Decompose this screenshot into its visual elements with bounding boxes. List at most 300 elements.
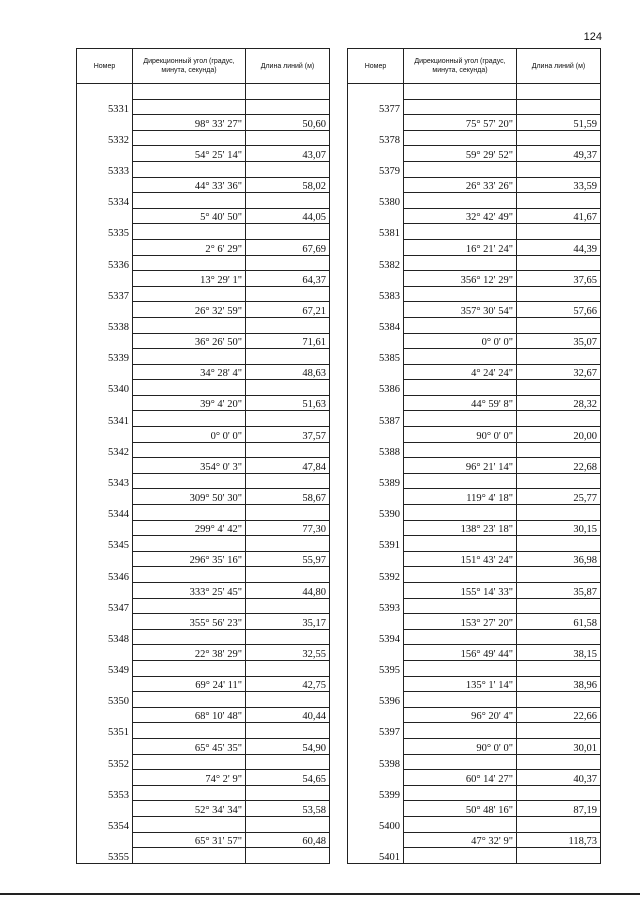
table-row [348,629,601,645]
table-row [77,707,330,723]
table-header [77,49,330,84]
table-row [77,130,330,146]
angle-cell [133,567,246,583]
point-number-cell [348,458,404,474]
angle-cell [133,816,246,832]
point-number: 5347 [77,598,133,614]
point-number-cell [77,302,133,318]
point-number: 5393 [348,598,404,614]
length-cell [246,567,330,583]
point-number: 5399 [348,785,404,801]
table-row [77,598,330,614]
direction-angle: 357° 30' 54" [404,302,517,318]
length-cell [246,598,330,614]
table-row [348,286,601,302]
direction-angle: 26° 33' 26" [404,177,517,193]
angle-cell [404,193,517,209]
table-row [348,442,601,458]
table-row [77,505,330,521]
line-length: 64,37 [246,271,330,287]
direction-angle: 354° 0' 3" [133,458,246,474]
point-number-cell [348,271,404,287]
header-number: Номер [77,49,133,84]
point-number-cell [348,707,404,723]
point-number: 5396 [348,692,404,708]
table-row [77,754,330,770]
table-row [77,629,330,645]
table-row [348,785,601,801]
header-number: Номер [348,49,404,84]
table-row [77,302,330,318]
length-cell [517,785,601,801]
point-number: 5380 [348,193,404,209]
point-number-cell [77,271,133,287]
point-number: 5395 [348,660,404,676]
angle-cell [133,99,246,115]
table-row [348,239,601,255]
line-length: 53,58 [246,801,330,817]
direction-angle: 50° 48' 16" [404,801,517,817]
direction-angle: 4° 24' 24" [404,364,517,380]
point-number: 5398 [348,754,404,770]
table-row [77,458,330,474]
table-row [348,505,601,521]
angle-cell [404,224,517,240]
point-number: 5386 [348,380,404,396]
direction-angle: 39° 4' 20" [133,395,246,411]
table-row [77,489,330,505]
point-number: 5390 [348,505,404,521]
table-row [77,380,330,396]
length-cell [246,660,330,676]
point-number: 5335 [77,224,133,240]
point-number: 5333 [77,161,133,177]
angle-cell [133,193,246,209]
table-row [77,832,330,848]
table-row [348,707,601,723]
table-row [348,770,601,786]
table-row [348,660,601,676]
line-length: 37,57 [246,427,330,443]
angle-cell [404,848,517,864]
table-row [348,801,601,817]
line-length: 47,84 [246,458,330,474]
direction-angle: 52° 34' 34" [133,801,246,817]
point-number: 5378 [348,130,404,146]
table-row [77,738,330,754]
angle-cell [404,536,517,552]
point-number: 5344 [77,505,133,521]
point-number-cell [77,489,133,505]
point-number: 5385 [348,349,404,365]
point-number-cell [77,395,133,411]
angle-cell [133,442,246,458]
point-number-cell [77,146,133,162]
direction-angle: 299° 4' 42" [133,520,246,536]
table-row [348,161,601,177]
angle-cell [404,754,517,770]
table-row [77,99,330,115]
table-row [77,146,330,162]
line-length: 48,63 [246,364,330,380]
length-cell [246,255,330,271]
angle-cell [404,505,517,521]
point-number-cell [348,427,404,443]
page-number: 124 [583,31,602,43]
line-length: 71,61 [246,333,330,349]
angle-cell [133,660,246,676]
point-number: 5377 [348,99,404,115]
table-row [77,692,330,708]
angle-cell [133,692,246,708]
table-row [77,723,330,739]
direction-angle: 65° 45' 35" [133,738,246,754]
line-length: 42,75 [246,676,330,692]
point-number: 5388 [348,442,404,458]
table-row [77,115,330,131]
length-cell [246,629,330,645]
point-number-cell [77,239,133,255]
table-row [348,271,601,287]
angle-cell [404,84,517,100]
table-row [348,832,601,848]
table-row [77,411,330,427]
point-number-cell [348,302,404,318]
direction-angle: 32° 42' 49" [404,208,517,224]
table-row [348,583,601,599]
point-number: 5401 [348,848,404,864]
length-cell [517,629,601,645]
table-row [77,286,330,302]
table-row [77,364,330,380]
angle-cell [133,598,246,614]
line-length: 44,05 [246,208,330,224]
point-number-cell [348,801,404,817]
point-number-cell [77,738,133,754]
direction-angle: 60° 14' 27" [404,770,517,786]
table-row [348,567,601,583]
point-number-cell [348,520,404,536]
line-length: 32,55 [246,645,330,661]
point-number-cell [77,614,133,630]
length-cell [517,692,601,708]
length-cell [246,754,330,770]
length-cell [246,816,330,832]
point-number-cell [77,583,133,599]
direction-angle: 90° 0' 0" [404,738,517,754]
angle-cell [404,161,517,177]
table-row [348,411,601,427]
line-length: 22,68 [517,458,601,474]
table-row [348,551,601,567]
angle-cell [133,349,246,365]
angle-cell [404,349,517,365]
point-number: 5346 [77,567,133,583]
header-length: Длина линий (м) [517,49,601,84]
direction-angle: 5° 40' 50" [133,208,246,224]
table-row [348,255,601,271]
point-number-cell [348,84,404,100]
length-cell [517,349,601,365]
point-number-cell [348,614,404,630]
length-cell [517,317,601,333]
table-row [77,193,330,209]
direction-angle: 44° 59' 8" [404,395,517,411]
line-length: 40,44 [246,707,330,723]
angle-cell [133,629,246,645]
table-row [348,115,601,131]
point-number-cell [77,801,133,817]
table-row [77,224,330,240]
point-number: 5351 [77,723,133,739]
angle-cell [404,567,517,583]
point-number-cell [77,427,133,443]
table-row [77,848,330,864]
point-number-cell [348,583,404,599]
point-number-cell [77,364,133,380]
point-number-cell [348,395,404,411]
table-row [77,333,330,349]
point-number-cell [77,115,133,131]
table-row [348,193,601,209]
direction-angle: 296° 35' 16" [133,551,246,567]
point-number: 5334 [77,193,133,209]
table-row [348,302,601,318]
table-row [77,676,330,692]
angle-cell [404,660,517,676]
angle-cell [404,442,517,458]
table-row [348,614,601,630]
angle-cell [404,629,517,645]
table-row [348,676,601,692]
header-angle: Дирекционный угол (градус, минута, секунда) [133,49,246,84]
length-cell [517,848,601,864]
angle-cell [404,411,517,427]
angle-cell [404,286,517,302]
point-number: 5392 [348,567,404,583]
point-number: 5400 [348,816,404,832]
point-number: 5391 [348,536,404,552]
length-cell [517,411,601,427]
line-length: 118,73 [517,832,601,848]
direction-angle: 90° 0' 0" [404,427,517,443]
point-number: 5353 [77,785,133,801]
table-row [77,785,330,801]
length-cell [246,380,330,396]
line-length: 35,17 [246,614,330,630]
point-number: 5394 [348,629,404,645]
table-row [348,395,601,411]
table-row [77,660,330,676]
length-cell [246,723,330,739]
line-length: 51,59 [517,115,601,131]
direction-angle: 356° 12' 29" [404,271,517,287]
table-row [348,754,601,770]
direction-angle: 153° 27' 20" [404,614,517,630]
line-length: 25,77 [517,489,601,505]
table-row [348,84,601,100]
table-row [348,224,601,240]
line-length: 20,00 [517,427,601,443]
table-row [77,271,330,287]
length-cell [246,442,330,458]
direction-angle: 65° 31' 57" [133,832,246,848]
angle-cell [404,692,517,708]
direction-angle: 22° 38' 29" [133,645,246,661]
length-cell [246,161,330,177]
length-cell [517,193,601,209]
table-row [77,395,330,411]
point-number-cell [348,832,404,848]
point-number-cell [77,177,133,193]
point-number: 5336 [77,255,133,271]
point-number: 5339 [77,349,133,365]
point-number-cell [348,489,404,505]
direction-angle: 54° 25' 14" [133,146,246,162]
table-row [77,567,330,583]
table-row [77,239,330,255]
length-cell [517,161,601,177]
table-row [348,427,601,443]
line-length: 43,07 [246,146,330,162]
length-cell [246,317,330,333]
point-number-cell [348,770,404,786]
line-length: 77,30 [246,520,330,536]
line-length: 35,07 [517,333,601,349]
table-row [348,349,601,365]
point-number: 5381 [348,224,404,240]
table-row [348,333,601,349]
table-row [348,489,601,505]
line-length: 57,66 [517,302,601,318]
point-number-cell [348,239,404,255]
angle-cell [133,785,246,801]
point-number-cell [348,115,404,131]
point-number: 5379 [348,161,404,177]
length-cell [517,754,601,770]
right-coordinates-table [347,48,601,864]
table-row [77,177,330,193]
table-row [77,536,330,552]
angle-cell [133,411,246,427]
line-length: 55,97 [246,551,330,567]
direction-angle: 2° 6' 29" [133,239,246,255]
angle-cell [133,161,246,177]
point-number: 5383 [348,286,404,302]
table-row [348,208,601,224]
direction-angle: 119° 4' 18" [404,489,517,505]
direction-angle: 155° 14' 33" [404,583,517,599]
table-row [348,536,601,552]
angle-cell [404,99,517,115]
angle-cell [133,317,246,333]
angle-cell [133,505,246,521]
direction-angle: 309° 50' 30" [133,489,246,505]
direction-angle: 138° 23' 18" [404,520,517,536]
point-number-cell [348,146,404,162]
length-cell [517,255,601,271]
table-row [348,520,601,536]
line-length: 60,48 [246,832,330,848]
point-number: 5340 [77,380,133,396]
line-length: 36,98 [517,551,601,567]
point-number-cell [77,707,133,723]
table-row [348,177,601,193]
table-row [77,770,330,786]
length-cell [517,660,601,676]
line-length: 67,21 [246,302,330,318]
angle-cell [133,130,246,146]
line-length: 30,01 [517,738,601,754]
table-row [348,317,601,333]
table-row [77,551,330,567]
length-cell [246,692,330,708]
point-number-cell [77,770,133,786]
line-length: 40,37 [517,770,601,786]
table-header [348,49,601,84]
point-number: 5389 [348,473,404,489]
length-cell [517,505,601,521]
point-number: 5332 [77,130,133,146]
length-cell [517,224,601,240]
line-length: 38,15 [517,645,601,661]
angle-cell [133,754,246,770]
point-number: 5387 [348,411,404,427]
table-row [348,380,601,396]
line-length: 44,39 [517,239,601,255]
point-number-cell [77,208,133,224]
angle-cell [404,473,517,489]
length-cell [517,380,601,396]
angle-cell [133,255,246,271]
point-number: 5341 [77,411,133,427]
direction-angle: 96° 20' 4" [404,707,517,723]
direction-angle: 135° 1' 14" [404,676,517,692]
point-number: 5397 [348,723,404,739]
point-number: 5342 [77,442,133,458]
angle-cell [133,286,246,302]
point-number-cell [77,676,133,692]
direction-angle: 74° 2' 9" [133,770,246,786]
direction-angle: 68° 10' 48" [133,707,246,723]
length-cell [246,349,330,365]
direction-angle: 26° 32' 59" [133,302,246,318]
angle-cell [133,723,246,739]
table-row [77,583,330,599]
length-cell [517,130,601,146]
direction-angle: 36° 26' 50" [133,333,246,349]
line-length: 38,96 [517,676,601,692]
angle-cell [404,130,517,146]
length-cell [246,848,330,864]
left-coordinates-table [76,48,330,864]
point-number-cell [348,645,404,661]
angle-cell [133,536,246,552]
direction-angle: 355° 56' 23" [133,614,246,630]
length-cell [246,286,330,302]
length-cell [517,536,601,552]
table-row [348,130,601,146]
length-cell [246,785,330,801]
angle-cell [133,473,246,489]
footer-rule [0,893,640,895]
direction-angle: 44° 33' 36" [133,177,246,193]
point-number-cell [77,645,133,661]
line-length: 28,32 [517,395,601,411]
point-number-cell [348,208,404,224]
line-length: 67,69 [246,239,330,255]
header-angle: Дирекционный угол (градус, минута, секунда) [404,49,517,84]
